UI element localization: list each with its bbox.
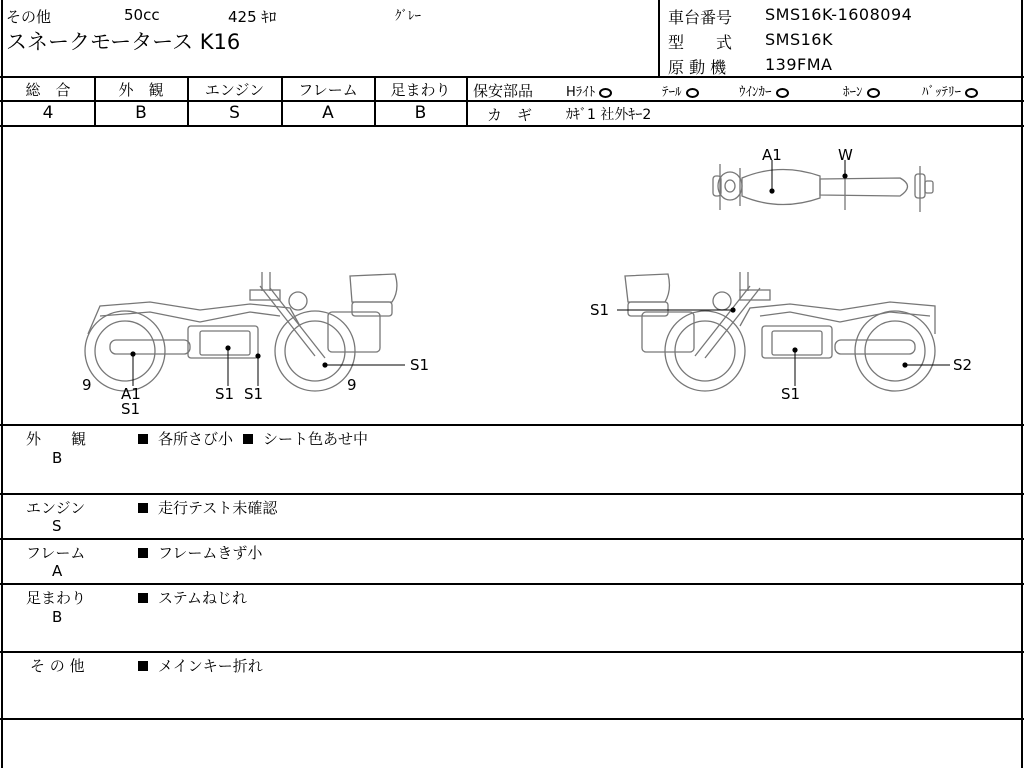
- grade-frame-label: フレーム: [298, 81, 358, 99]
- bullet-square-icon: [138, 434, 148, 444]
- safety-horn-label: ﾎｰﾝ: [843, 85, 863, 100]
- grade-engine-value: S: [229, 103, 240, 123]
- note-exterior-label: 外 観: [26, 430, 87, 448]
- keys-label: カ ギ: [487, 106, 533, 124]
- grade-engine-label: エンジン: [204, 81, 265, 99]
- ok-circle-icon: [599, 88, 612, 98]
- diagram-label-left-s1a: S1: [121, 400, 141, 418]
- grade-exterior-value: B: [135, 103, 147, 123]
- note-suspension-grade: B: [52, 608, 63, 626]
- note-frame-grade: A: [52, 562, 63, 580]
- note-engine-label: エンジン: [26, 499, 86, 517]
- ok-circle-icon: [776, 88, 789, 98]
- ok-circle-icon: [965, 88, 978, 98]
- divider-header: [0, 76, 1024, 78]
- diagram-label-left-s1b: S1: [215, 385, 235, 403]
- frame-number: SMS16K-1608094: [765, 5, 913, 24]
- note-exterior-text: [138, 428, 368, 449]
- model-type-label: 型 式: [668, 33, 733, 52]
- motorcycle-diagram: [0, 126, 1024, 426]
- diagram-label-left-9a: 9: [82, 376, 92, 394]
- diagram-label-top-w: W: [838, 146, 853, 164]
- note-suspension-label: 足まわり: [26, 589, 87, 607]
- grade-overall-label: 総 合: [25, 81, 71, 99]
- grade-exterior-label: 外 観: [118, 81, 164, 99]
- note-frame-text: [138, 542, 262, 563]
- divider-note: [0, 583, 1024, 585]
- note-exterior-grade: B: [52, 449, 63, 467]
- note-other-item: メインキー折れ: [158, 657, 263, 675]
- note-exterior-item-2: シート色あせ中: [263, 430, 369, 448]
- safety-battery-label: ﾊﾞｯﾃﾘｰ: [922, 85, 961, 100]
- left-side-view-outline: [85, 272, 397, 391]
- model-type: SMS16K: [765, 30, 833, 49]
- bullet-square-icon: [138, 503, 148, 513]
- divider-note: [0, 718, 1024, 720]
- divider-note: [0, 493, 1024, 495]
- safety-headlight-label: Hﾗｲﾄ: [566, 85, 596, 100]
- note-frame-item: フレームきず小: [158, 544, 263, 562]
- diagram-label-left-s1d: S1: [410, 356, 430, 374]
- diagram-label-left-s1c: S1: [244, 385, 264, 403]
- note-suspension-text: [138, 587, 247, 608]
- grade-col-divider: [466, 77, 468, 125]
- diagram-label-top-a1: A1: [762, 146, 782, 164]
- safety-winker-label: ｳｲﾝｶｰ: [739, 85, 772, 100]
- top-view-outline: [713, 164, 933, 212]
- safety-label: 保安部品: [473, 82, 534, 100]
- diagram-label-right-s1a: S1: [590, 301, 610, 319]
- note-exterior-item-1: 各所さび小: [158, 430, 234, 448]
- category: その他: [6, 8, 52, 26]
- note-engine-text: [138, 497, 277, 518]
- grade-frame-value: A: [322, 103, 334, 123]
- grade-suspension-value: B: [414, 103, 427, 123]
- bullet-square-icon: [243, 434, 253, 444]
- ok-circle-icon: [686, 88, 699, 98]
- note-frame-label: フレーム: [26, 544, 86, 562]
- color: ｸﾞﾚｰ: [395, 9, 421, 24]
- divider-note: [0, 538, 1024, 540]
- bullet-square-icon: [138, 661, 148, 671]
- note-suspension-item: ステムねじれ: [158, 589, 247, 607]
- keys-value: ｶｷﾞ1 社外ｷｰ2: [566, 107, 652, 123]
- safety-headlight: [566, 81, 612, 100]
- diagram-label-left-9b: 9: [347, 376, 357, 394]
- note-engine-item: 走行テスト未確認: [158, 499, 278, 517]
- mileage: 425 ｷﾛ: [228, 8, 277, 26]
- divider-header-vertical: [658, 0, 660, 77]
- safety-horn: [843, 81, 880, 100]
- engine-label: 原 動 機: [668, 58, 727, 77]
- bullet-square-icon: [138, 593, 148, 603]
- right-side-view-outline: [625, 272, 935, 391]
- note-engine-grade: S: [52, 517, 62, 535]
- divider-note: [0, 651, 1024, 653]
- note-other-text: [138, 655, 263, 676]
- diagram-label-left-a1: A1: [121, 385, 141, 403]
- model-name: スネークモータース K16: [6, 30, 241, 54]
- displacement: 50cc: [124, 6, 160, 24]
- grade-suspension-label: 足まわり: [390, 81, 451, 99]
- grade-overall-value: 4: [42, 103, 54, 123]
- safety-battery: [922, 81, 978, 100]
- safety-taillight: [662, 81, 699, 100]
- diagram-label-right-s2: S2: [953, 356, 973, 374]
- safety-winker: [739, 81, 789, 100]
- frame-number-label: 車台番号: [668, 8, 733, 27]
- engine-type: 139FMA: [765, 55, 833, 74]
- safety-taillight-label: ﾃｰﾙ: [662, 85, 682, 100]
- bullet-square-icon: [138, 548, 148, 558]
- note-other-label: そ の 他: [30, 657, 85, 675]
- diagram-label-right-s1b: S1: [781, 385, 801, 403]
- ok-circle-icon: [867, 88, 880, 98]
